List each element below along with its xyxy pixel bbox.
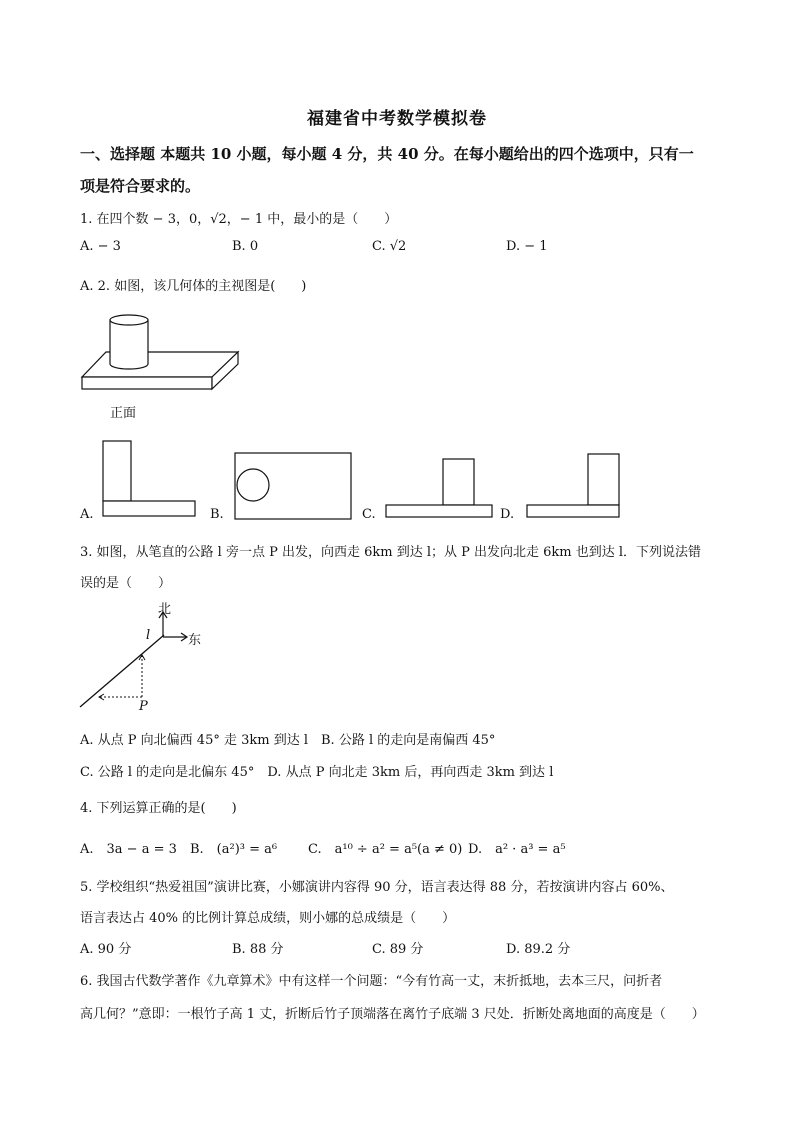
q3-east-label: 东 [188,633,202,648]
q3-direction-figure [78,600,218,715]
question-5-line1: 5. 学校组织“热爱祖国”演讲比赛，小娜演讲内容得 90 分，语言表达得 88 分，若按演讲内容占 60%、 [80,880,674,895]
q4-option-b: B. (a²)³ = a⁶ [190,842,278,857]
q2-option-d: D. [500,507,515,522]
q2-option-b: B. [210,507,224,522]
q1-option-a: A. − 3 [80,239,121,254]
question-5-line2: 语言表达占 40% 的比例计算总成绩，则小娜的总成绩是（ ） [80,911,456,926]
question-3-line1: 3. 如图，从笔直的公路 l 旁一点 P 出发，向西走 6km 到达 l；从 P 出发向北走 6km 也到达 l．下列说法错 [80,545,702,560]
question-1-text: 1. 在四个数 − 3，0，√2，− 1 中，最小的是（ ） [80,212,398,227]
q3-north-label: 北 [158,602,172,617]
question-4-text: 4. 下列运算正确的是( ) [80,801,237,816]
q1-option-b: B. 0 [232,239,259,254]
q4-option-c: C. a¹⁰ ÷ a² = a⁵(a ≠ 0) [308,842,463,857]
page-title: 福建省中考数学模拟卷 [307,109,487,129]
question-6-line1: 6. 我国古代数学著作《九章算术》中有这样一个问题：“今有竹高一丈，末折抵地，去本三尺，问折者 [80,974,663,989]
q2-option-d-figure [526,453,621,520]
question-3-line2: 误的是（ ） [80,576,172,591]
q4-option-d: D. a² · a³ = a⁵ [468,842,566,857]
q5-option-c: C. 89 分 [372,942,424,957]
q3-options-cd: C. 公路 l 的走向是北偏东 45° D. 从点 P 向北走 3km 后，再向西走 3km 到达 l [80,765,554,780]
q2-option-c-figure [385,458,495,520]
q2-option-a-figure [102,440,197,520]
question-6-line2: 高几何？”意即：一根竹子高 1 丈，折断后竹子顶端落在离竹子底端 3 尺处．折断处离地面的高度是（ ） [80,1007,705,1022]
q1-option-c: C. √2 [372,239,407,254]
front-view-label: 正面 [110,406,137,421]
q3-point-label: P [139,699,148,714]
q2-option-a: A. [80,507,94,522]
q5-option-a: A. 90 分 [80,942,132,957]
q5-option-b: B. 88 分 [232,942,284,957]
solid-figure [80,312,250,397]
q4-option-a: A. 3a − a = 3 [80,842,177,857]
q1-option-d: D. − 1 [506,239,548,254]
q3-road-label: l [146,628,151,643]
section-header-line2: 项是符合要求的。 [80,177,201,195]
question-2-text: A. 2. 如图，该几何体的主视图是( ) [80,279,307,294]
section-header-line1: 一、选择题 本题共 10 小题，每小题 4 分，共 40 分。在每小题给出的四个选项中，只有一 [80,145,694,163]
q2-option-b-figure [234,452,354,522]
q5-option-d: D. 89.2 分 [506,942,571,957]
q3-options-ab: A. 从点 P 向北偏西 45° 走 3km 到达 l B. 公路 l 的走向是南偏西 45° [80,733,496,748]
q2-option-c: C. [362,507,376,522]
